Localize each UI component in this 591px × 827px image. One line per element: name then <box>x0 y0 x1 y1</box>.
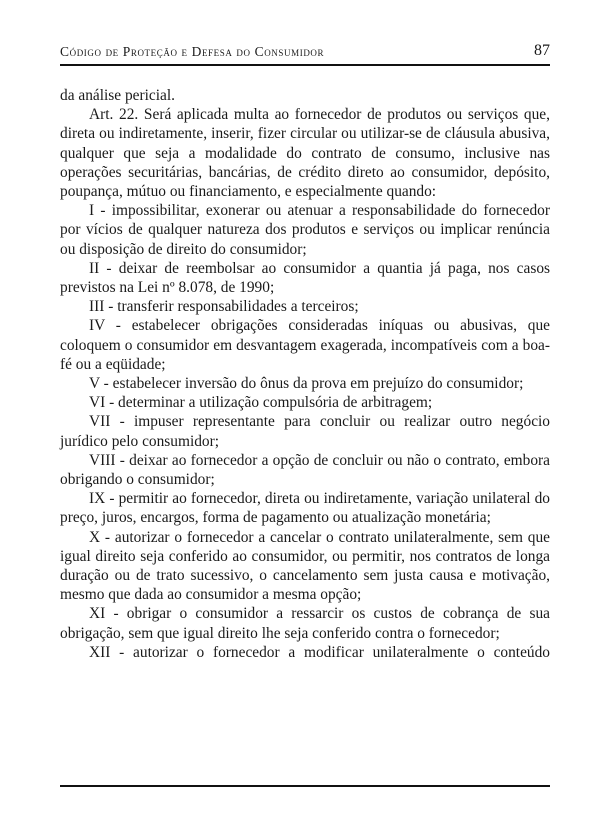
item-i: I - impossibilitar, exonerar ou atenuar a responsabilidade do fornecedor por vícios de qualquer natureza dos produtos e serviços ou implicar renúncia ou disposição de direito do consumidor; <box>60 202 550 258</box>
item-vi: VI - determinar a utilização compulsória de arbitragem; <box>89 394 433 412</box>
page-number: 87 <box>534 42 550 59</box>
item-xi: XI - obrigar o consumidor a ressarcir os custos de cobrança de sua obrigação, sem que igual direito lhe seja conferido contra o fornecedor; <box>60 605 550 642</box>
footer-rule <box>60 785 550 787</box>
item-vii: VII - impuser representante para concluir ou realizar outro negócio jurídico pelo consumidor; <box>60 413 550 450</box>
item-x: X - autorizar o fornecedor a cancelar o contrato unilateralmente, sem que igual direito seja conferido ao consumidor, ou permitir, nos contratos de longa duração ou de trato sucessivo, o cancelamento sem justa causa e motivação, mesmo que dada ao consumidor a mesma opção; <box>60 528 550 604</box>
paragraph-continuation: da análise pericial. <box>60 87 175 104</box>
header-rule <box>60 64 550 66</box>
item-ii: II - deixar de reembolsar ao consumidor a quantia já paga, nos casos previstos na Lei nº 8.078, de 1990; <box>60 259 550 297</box>
item-iii: III - transferir responsabilidades a terceiros; <box>89 298 359 316</box>
item-viii: VIII - deixar ao fornecedor a opção de concluir ou não o contrato, embora obrigando o consumidor; <box>60 451 550 489</box>
item-xii: XII - autorizar o fornecedor a modificar unilateralmente o conteúdo <box>89 643 550 661</box>
item-iv: IV - estabelecer obrigações consideradas iníquas ou abusivas, que coloquem o consumidor em desvantagem exagerada, incompatíveis com a boa-fé ou a eqüidade; <box>60 317 550 373</box>
header-title: Código de Proteção e Defesa do Consumidor <box>60 44 325 59</box>
article-22: Art. 22. Será aplicada multa ao fornecedor de produtos ou serviços que, direta ou indiretamente, inserir, fizer circular ou utilizar-se de cláusula abusiva, qualquer que seja a modalidade do contrato de consumo, inclusive nas operações securitárias, bancárias, de crédito direto ao consumidor, depósito, poupança, mútuo ou financiamento, e especialmente quando: <box>60 106 550 201</box>
item-v: V - estabelecer inversão do ônus da prova em prejuízo do consumidor; <box>89 375 524 393</box>
running-header <box>60 44 550 64</box>
item-ix: IX - permitir ao fornecedor, direta ou indiretamente, variação unilateral do preço, juros, encargos, forma de pagamento ou atualização monetária; <box>60 490 550 527</box>
page-body <box>60 86 550 662</box>
